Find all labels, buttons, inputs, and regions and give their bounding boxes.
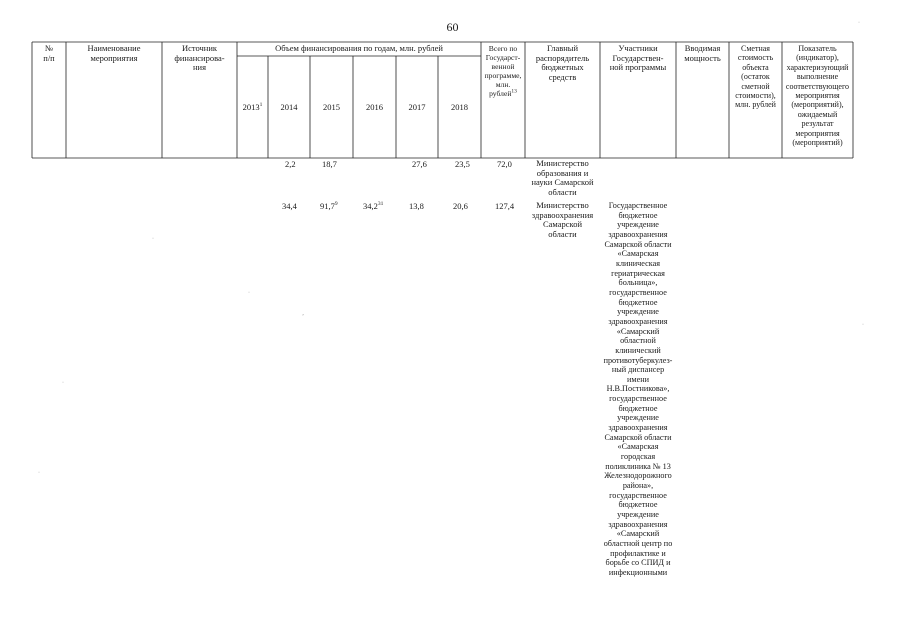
row1-value-2018: 23,5 [455, 159, 470, 169]
header-year-2015: 2015 [323, 102, 340, 112]
row1-value-2017: 27,6 [412, 159, 427, 169]
header-year-2014: 2014 [280, 102, 298, 112]
header-capacity: Вводимая мощность [684, 43, 721, 63]
row2-value-2014: 34,4 [282, 201, 297, 211]
row2-value-2016: 34,2$^{31}$ [363, 201, 384, 211]
header-main-distributor: Главный распорядитель бюджетных средств [535, 43, 590, 82]
row2-value-2018: 20,6 [453, 201, 468, 211]
scan-speck: · [152, 236, 154, 242]
row1-total: 72,0 [497, 159, 512, 169]
header-year-2017: 2017 [408, 102, 426, 112]
row1-distributor: Министерство образования и науки Самарской области [531, 158, 594, 197]
row2-value-2015: 91,7$^9$ [320, 201, 338, 211]
scan-speck: ’ [302, 314, 304, 320]
header-program-total: Всего по Государст- венной программе, млн. рублей$^{13}$ [484, 44, 522, 98]
header-funding-volume: Объем финансирования по годам, млн. рублей [275, 43, 443, 53]
row2-value-2017: 13,8 [409, 201, 424, 211]
header-estimated-cost: Сметная стоимость объекта (остаток сметной стоимости), млн. рублей [735, 44, 776, 110]
row1-value-2014: 2,2 [285, 159, 296, 169]
header-number: № п/п [43, 43, 55, 63]
scan-speck: · [248, 290, 250, 296]
row2-total: 127,4 [495, 201, 515, 211]
scan-speck: · [62, 380, 64, 386]
header-indicator: Показатель (индикатор), характеризующий выполнение соответствующего мероприятия (мероприятий), ожидаемый результат мероприятия (мероприятий) [785, 44, 850, 148]
row1-value-2015: 18,7 [322, 159, 337, 169]
header-year-2013: 2013$^1$ [242, 102, 263, 112]
header-year-2018: 2018 [451, 102, 468, 112]
header-year-2016: 2016 [366, 102, 383, 112]
scan-speck: · [858, 20, 860, 26]
scan-speck: · [38, 470, 40, 476]
scan-speck: · [862, 322, 864, 328]
row2-participants: Государственное бюджетное учреждение здравоохранения Самарской области «Самарская клиническая гериатрическая больница», государственное бюджетное учреждение здравоохранения «Самарский областной клинический противотуберкулез- ный диспансер имени Н.В.Постникова», государственное бюджетное учреждение здравоохранения Самарской области «Самарская городская поликлиника № 13 Железнодорожного района», государственное бюджетное учреждение здравоохранения «Самарский областной центр по профилактике и борьбе со СПИД и инфекционными [603, 201, 673, 577]
header-participants: Участники Государствен- ной программы [609, 43, 667, 73]
header-event-name: Наименование мероприятия [87, 43, 141, 63]
header-funding-source: Источник финансирова- ния [174, 43, 225, 73]
page-number: 60 [446, 20, 459, 34]
row2-distributor: Министерство здравоохранения Самарской области [531, 200, 594, 239]
